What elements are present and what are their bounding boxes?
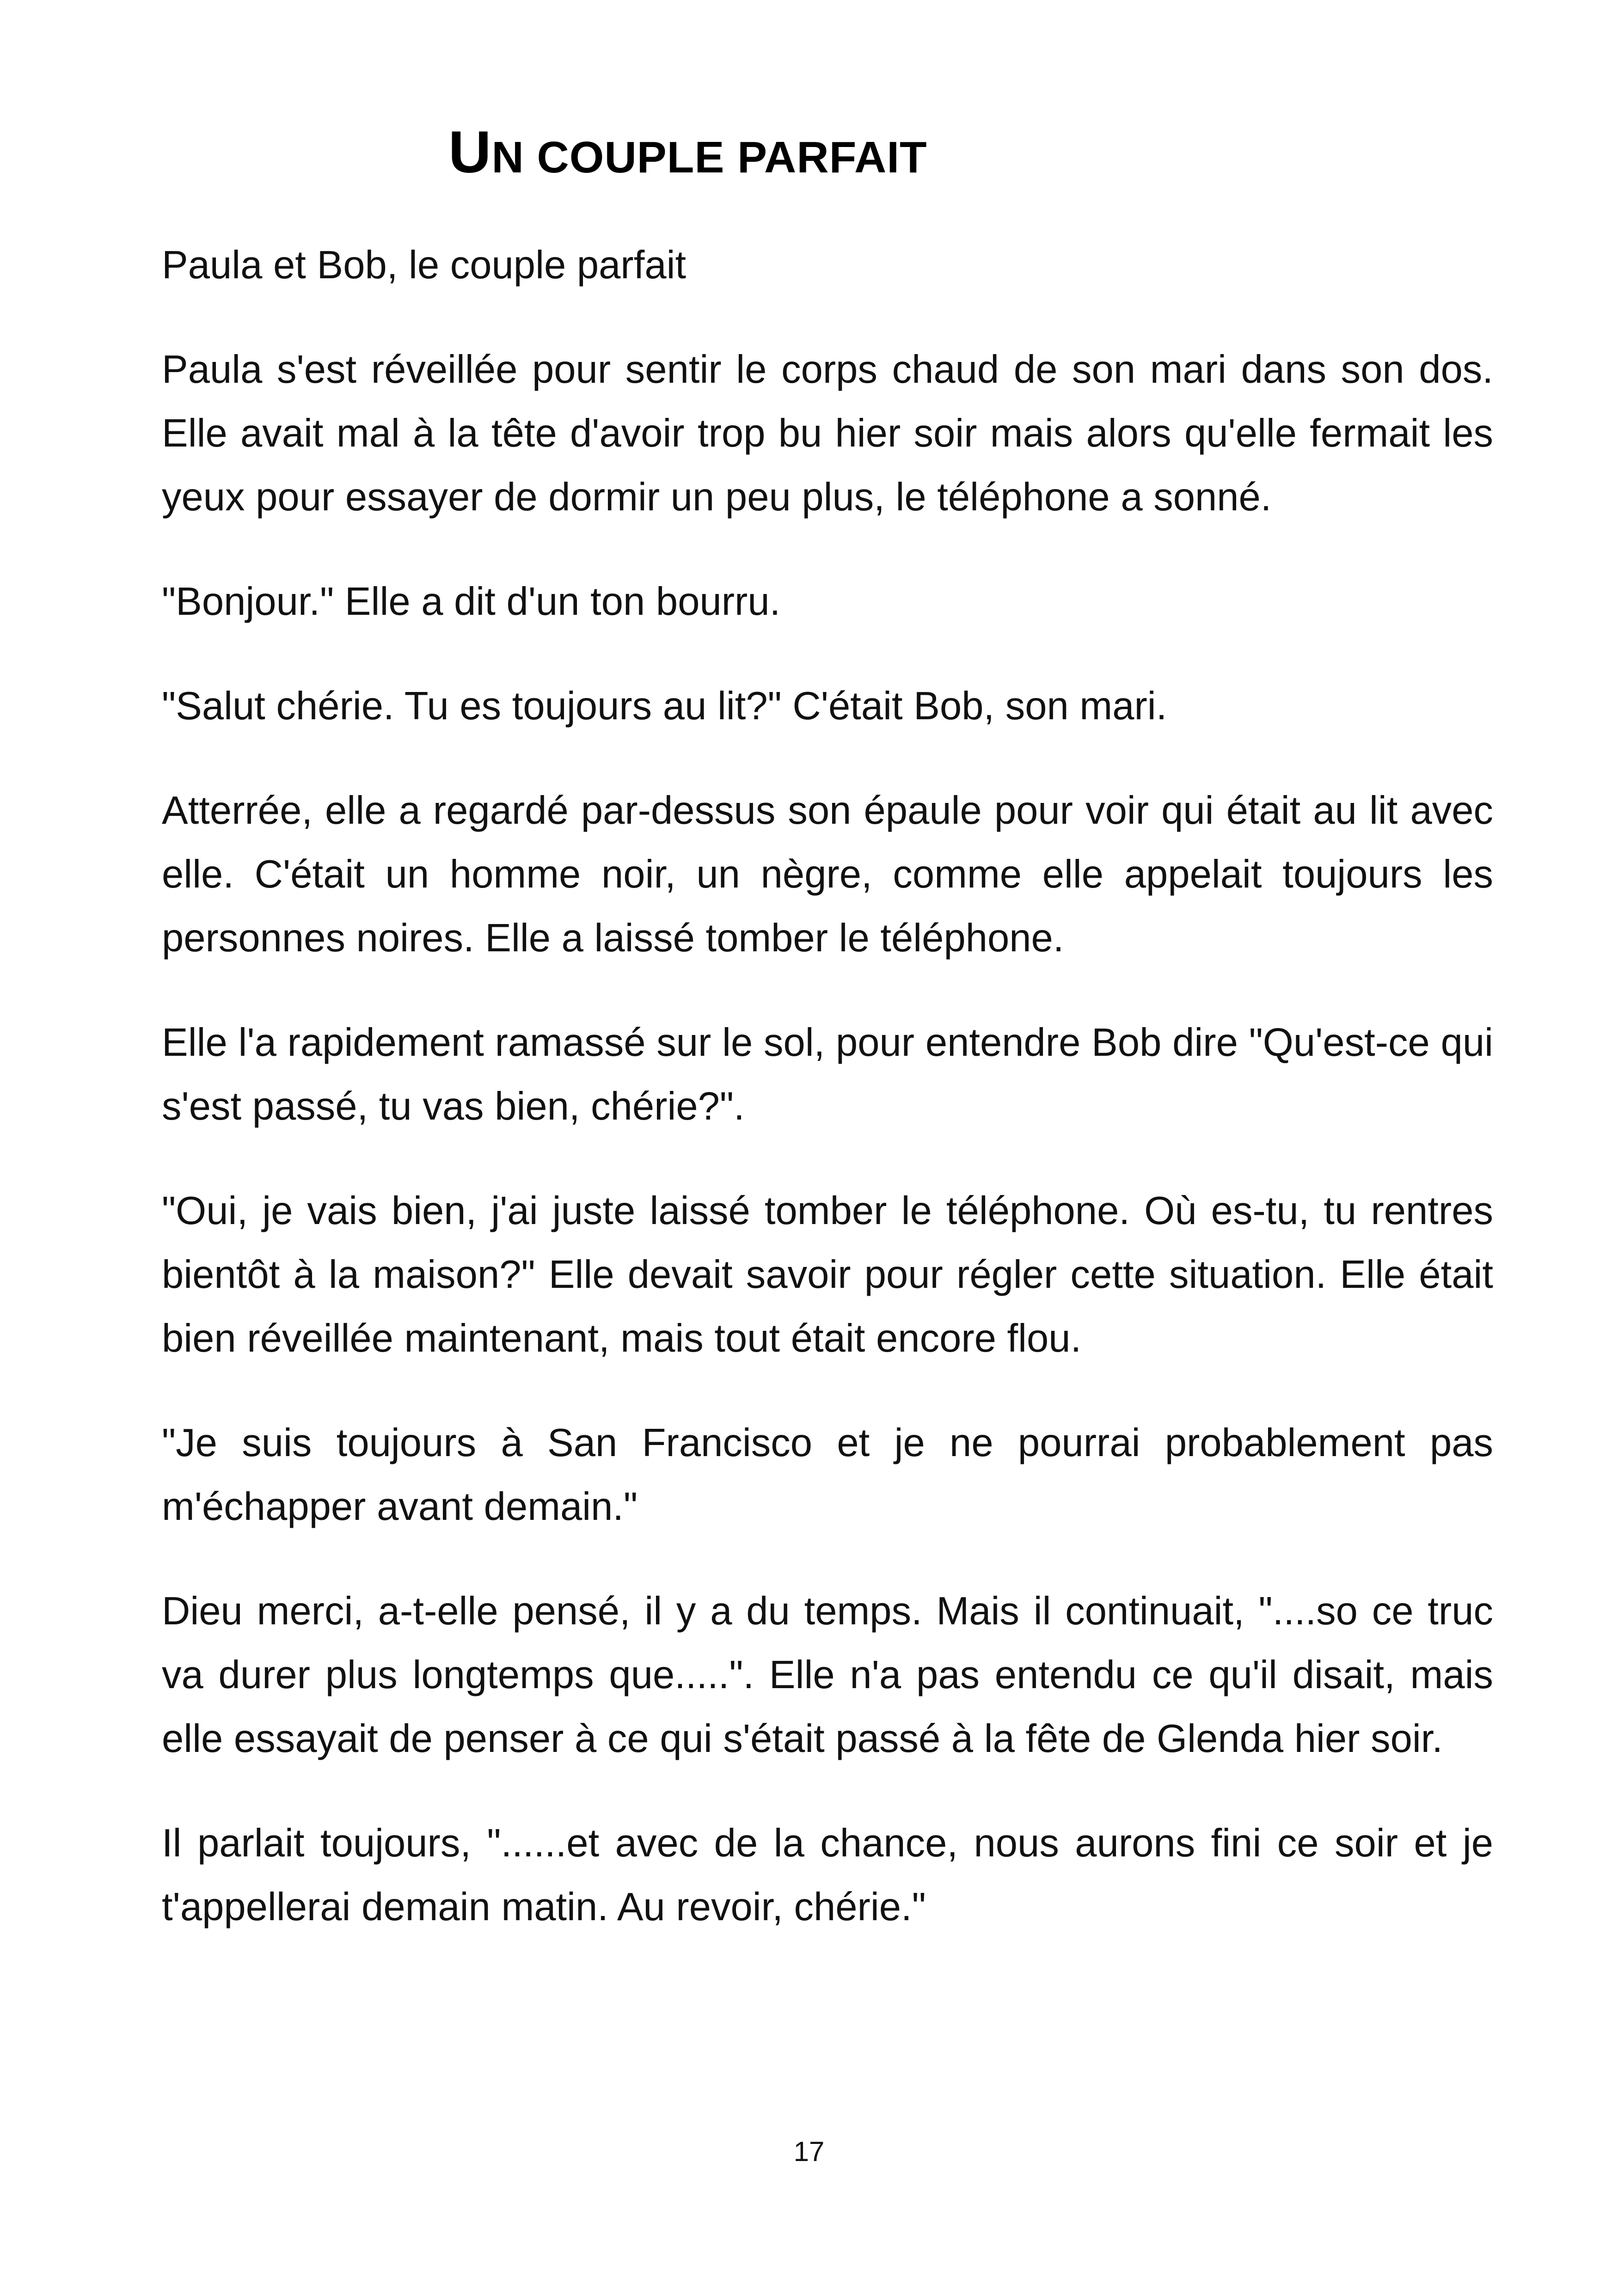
paragraph: "Salut chérie. Tu es toujours au lit?" C'était Bob, son mari. <box>162 684 1167 728</box>
page-number: 17 <box>793 2136 825 2167</box>
paragraph: "Bonjour." Elle a dit d'un ton bourru. <box>162 580 781 624</box>
chapter-title <box>448 118 1049 192</box>
paragraph: Paula et Bob, le couple parfait <box>162 243 686 287</box>
document-page <box>162 0 1493 2296</box>
paragraph: Elle l'a rapidement ramassé sur le sol, pour entendre Bob dire "Qu'est-ce qui s'est passé, tu vas bien, chérie?". <box>162 1021 1493 1128</box>
paragraph: Dieu merci, a-t-elle pensé, il y a du temps. Mais il continuait, "....so ce truc va durer plus longtemps que.....". Elle n'a pas entendu ce qu'il disait, mais elle essayait de penser à ce qui s'était passé à la fête de Glenda hier soir. <box>162 1589 1493 1761</box>
paragraph: Paula s'est réveillée pour sentir le corps chaud de son mari dans son dos. Elle avait mal à la tête d'avoir trop bu hier soir mais alors qu'elle fermait les yeux pour essayer de dormir un peu plus, le téléphone a sonné. <box>162 348 1493 519</box>
chapter-body <box>162 233 1493 1980</box>
paragraph: Il parlait toujours, "......et avec de la chance, nous aurons fini ce soir et je t'appellerai demain matin. Au revoir, chérie." <box>162 1821 1493 1929</box>
paragraph: "Oui, je vais bien, j'ai juste laissé tomber le téléphone. Où es-tu, tu rentres bientôt à la maison?" Elle devait savoir pour régler cette situation. Elle était bien réveillée maintenant, mais tout était encore flou. <box>162 1189 1493 1360</box>
paragraph: Atterrée, elle a regardé par-dessus son épaule pour voir qui était au lit avec elle. C'était un homme noir, un nègre, comme elle appelait toujours les personnes noires. Elle a laissé tomber le téléphone. <box>162 789 1493 960</box>
chapter-title-rest: N COUPLE PARFAIT <box>491 133 927 182</box>
paragraph: "Je suis toujours à San Francisco et je ne pourrai probablement pas m'échapper avant demain." <box>162 1421 1493 1529</box>
chapter-title-initial: U <box>448 119 492 185</box>
